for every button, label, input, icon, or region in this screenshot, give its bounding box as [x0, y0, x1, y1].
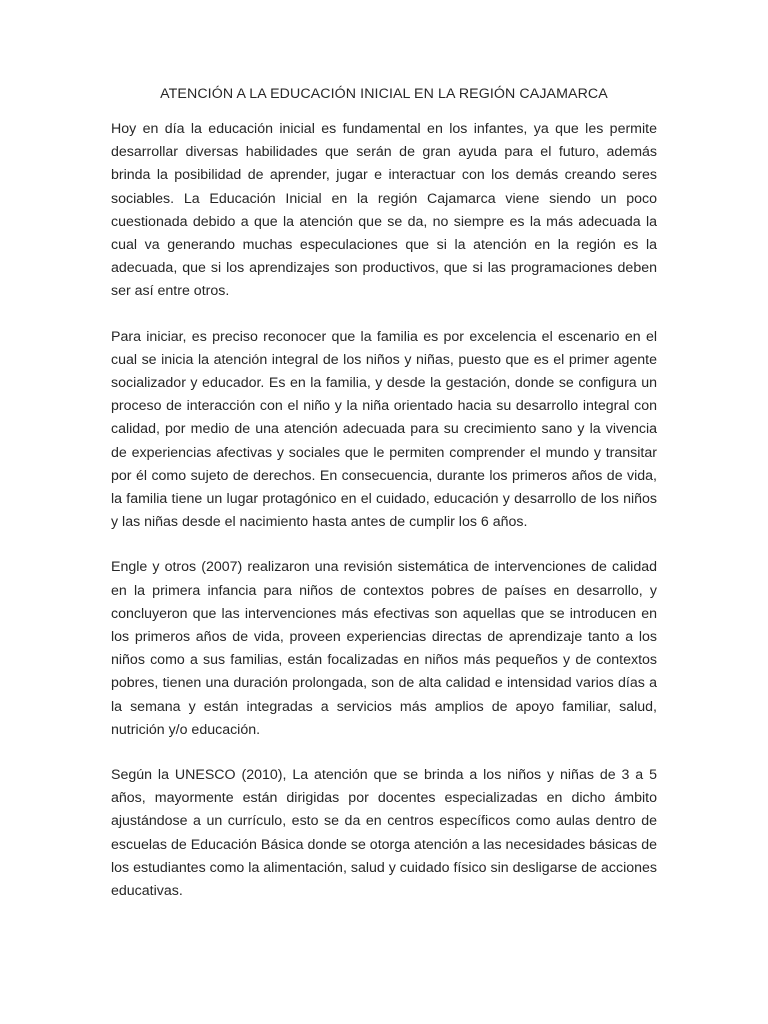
- document-body: [111, 84, 657, 925]
- paragraph-intro: Hoy en día la educación inicial es fundamental en los infantes, ya que les permite desarrollar diversas habilidades que serán de gran ayuda para el futuro, además brinda la posibilidad de aprender, jugar e interactuar con los demás creando seres sociables. La Educación Inicial en la región Cajamarca viene siendo un poco cuestionada debido a que la atención que se da, no siempre es la más adecuada la cual va generando muchas especulaciones que si la atención en la región es la adecuada, que si los aprendizajes son productivos, que si las programaciones deben ser así entre otros.: [111, 121, 657, 300]
- paragraph-engle: Engle y otros (2007) realizaron una revisión sistemática de intervenciones de calidad en la primera infancia para niños de contextos pobres de países en desarrollo, y concluyeron que las intervenciones más efectivas son aquellas que se introducen en los primeros años de vida, proveen experiencias directas de aprendizaje tanto a los niños como a sus familias, están focalizadas en niños más pequeños y de contextos pobres, tienen una duración prolongada, son de alta calidad e intensidad varios días a la semana y están integradas a servicios más amplios de apoyo familiar, salud, nutrición y/o educación.: [111, 559, 657, 738]
- paragraph-family: Para iniciar, es preciso reconocer que la familia es por excelencia el escenario en el cual se inicia la atención integral de los niños y niñas, puesto que es el primer agente socializador y educador. Es en la familia, y desde la gestación, donde se configura un proceso de interacción con el niño y la niña orientado hacia su desarrollo integral con calidad, por medio de una atención adecuada para su crecimiento sano y la vivencia de experiencias afectivas y sociales que le permiten comprender el mundo y transitar por él como sujeto de derechos. En consecuencia, durante los primeros años de vida, la familia tiene un lugar protagónico en el cuidado, educación y desarrollo de los niños y las niñas desde el nacimiento hasta antes de cumplir los 6 años.: [111, 328, 657, 531]
- document-title: ATENCIÓN A LA EDUCACIÓN INICIAL EN LA REGIÓN CAJAMARCA: [160, 86, 608, 102]
- paragraph-unesco: Según la UNESCO (2010), La atención que se brinda a los niños y niñas de 3 a 5 años, mayormente están dirigidas por docentes especializadas en dicho ámbito ajustándose a un currículo, esto se da en centros específicos como aulas dentro de escuelas de Educación Básica donde se otorga atención a las necesidades básicas de los estudiantes como la alimentación, salud y cuidado físico sin desligarse de acciones educativas.: [111, 767, 657, 900]
